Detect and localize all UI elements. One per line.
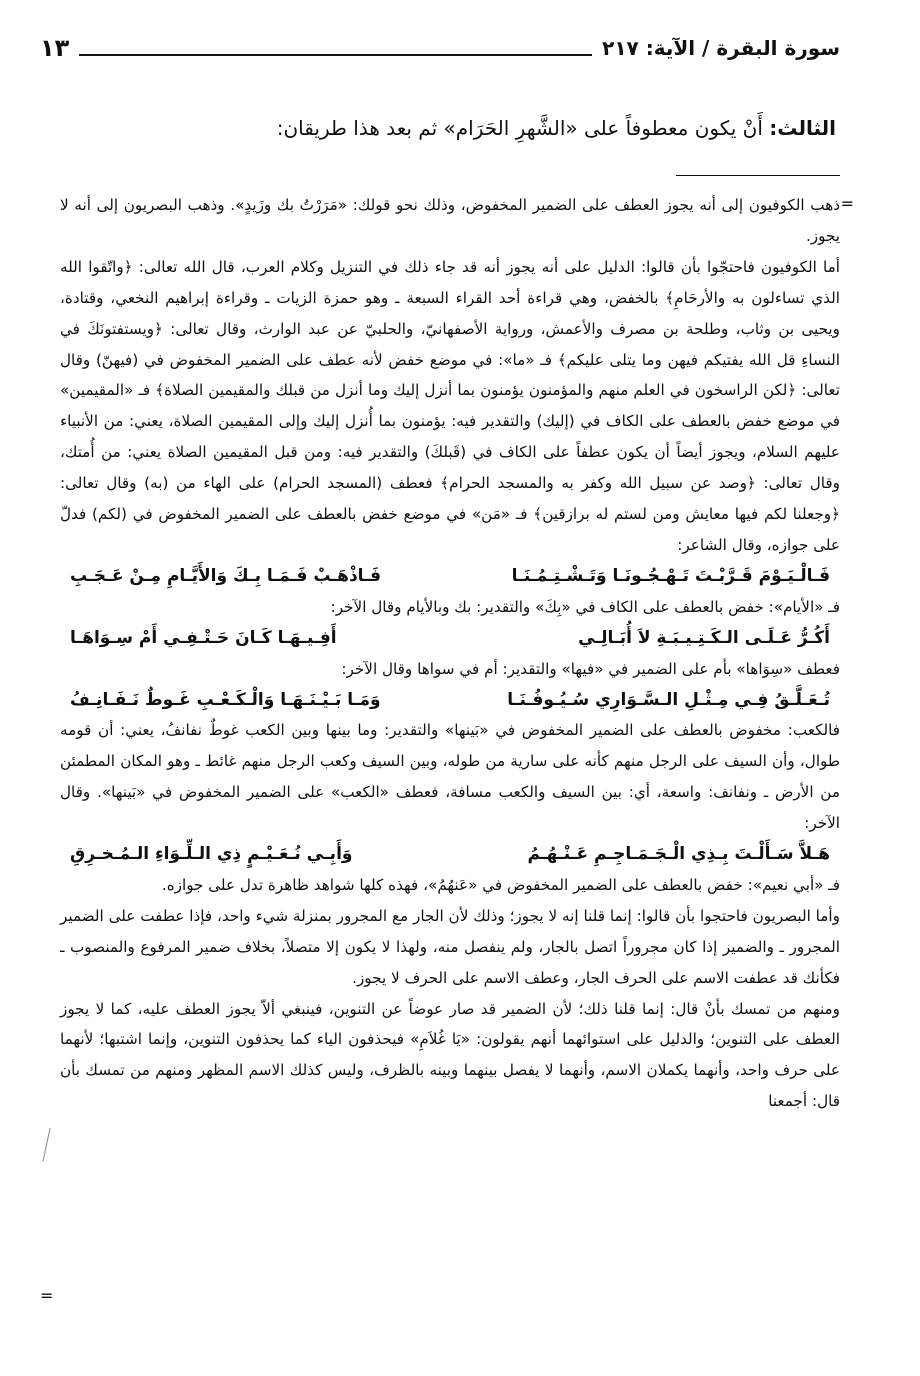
footnote-separator <box>676 175 840 176</box>
page-header <box>40 28 840 68</box>
main-text <box>40 110 836 146</box>
intro-label: الثالث: <box>769 116 836 140</box>
verse-3-first-hemistich: تُـعَـلَّـقُ فِـي مِـثْـلِ الـسَّـوَارِي سُـيُـوفُـنَـا <box>507 689 830 710</box>
verse-2 <box>60 623 840 654</box>
footnote-paragraph-8: ومنهم من تمسك بأنْ قال: إنما قلنا ذلك؛ لأن الضمير قد صار عوضاً عن التنوين، فينبغي ألاّ يجوز العطف عليه، كما لا يجوز العطف على التنوين؛ والدليل على استوائهما أنهم يقولون: «يَا غُلاَمِ» فيحذفون الياء كما يحذفون التنوين، وإنما اشتبها؛ لأنهما على حرف واحد، وأنهما يكملان الاسم، وأنهما لا يفصل بينهما وبينه بالظرف، وليس كذلك الاسم المظهر ومنهم من تمسك بأن قال: أجمعنا <box>60 999 840 1111</box>
running-title: سورة البقرة / الآية: ٢١٧ <box>602 36 840 60</box>
verse-3-second-hemistich: وَمَـا بَـيْـنَـهَـا وَالْـكَـعْـبِ غَـوطٌ نَـفَـانِـفُ <box>70 689 381 710</box>
verse-2-second-hemistich: أَفِـيـهَـا كَـانَ حَـتْـفِـي أَمْ سِـوَاهَـا <box>70 627 337 648</box>
verse-4-second-hemistich: وَأَبِـي نُـعَـيْـمٍ ذِي الـلِّـوَاءِ الـمُـخـرِقِ <box>70 844 353 865</box>
page-number: ١٣ <box>40 34 70 62</box>
verse-3 <box>60 685 840 716</box>
footnote-body <box>60 190 840 1117</box>
verse-1 <box>60 561 840 592</box>
footnote-paragraph-7: وأما البصريون فاحتجوا بأن قالوا: إنما قلنا إنه لا يجوز؛ وذلك لأن الجار مع المجرور بمنزلة شيء واحد، فإذا عطفت على الضمير المجرور ـ والضمير إذا كان مجروراً اتصل بالجار، ولم ينفصل منه، ولهذا لا يكون إلا متصلاً، بخلاف ضمير المرفوع والمنصوب ـ فكأنك قد عطفت الاسم على الحرف الجار، وعطف الاسم على الحرف لا يجوز. <box>60 906 840 987</box>
verse-1-second-hemistich: فَـاذْهَـبْ فَـمَـا بِـكَ وَالأَيَّـامِ مِـنْ عَـجَـبِ <box>70 565 381 586</box>
intro-text: أَنْ يكون معطوفاً على «الشَّهرِ الحَرَام» ثم بعد هذا طريقان: <box>276 116 763 140</box>
continuation-marker-top: = <box>840 194 854 213</box>
footnote-paragraph-2: أما الكوفيون فاحتجّوا بأن قالوا: الدليل على أنه يجوز أنه قد جاء ذلك في التنزيل وكلام العرب، قال الله تعالى: ﴿واتّقوا الله الذي تساءلون به والأرحَامِ﴾ بالخفض، وهي قراءة أحد القراء السبعة ـ وهو حمزة الزيات ـ وقراءة إبراهيم النخعي، وقتادة، ويحيى بن وثاب، وطلحة بن مصرف والأعمش، ورواية الأصفهانيّ، والحلبيّ عن عبد الوارث، وقال تعالى: ﴿ويستفتونَكَ في النساءِ قل الله يفتيكم فيهن وما يتلى عليكم﴾ فـ «ما»: في موضع خفض لأنه عطف على الضمير المخفوض في (فيهنّ) وقال تعالى: ﴿لكن الراسخون في العلم منهم والمؤمنون يؤمنون بما أنزل إليك وما أنزل من قبلك والمقيمين الصلاة﴾ فـ «المقيمين» في موضع خفض بالعطف على الكاف في (إليك) والتقدير فيه: يؤمنون بما أُنزل إليك وإلى المقيمين الصلاة، يعني: من الأنبياء عليهم السلام، ويجوز أيضاً أن يكون عطفاً على الكاف في (قَبلكَ) والتقدير فيه: ومن قبل المقيمين الصلاة يعني: من أُمتك، وقال تعالى: ﴿وصد عن سبيل الله وكفر به والمسجد الحرام﴾ فعطف (المسجد الحرام) على الهاء من (به) وقال تعالى: ﴿وجعلنا لكم فيها معايش ومن لستم له برازقين﴾ فـ «مَن» في موضع خفض بالعطف على الضمير المخفوض في (لكم) فدلّ على جوازه، وقال الشاعر: <box>60 257 840 554</box>
verse-4 <box>60 839 840 870</box>
footnote-paragraph-6: فـ «أبي نعيم»: خفض بالعطف على الضمير المخفوض في «عَنهُمُ»، فهذه كلها شواهد ظاهرة تدل على جوازه. <box>161 875 840 894</box>
header-rule <box>79 40 592 56</box>
verse-4-first-hemistich: هَـلاَّ سَـأَلْـتَ بِـذِي الْـجَـمَـاجِـمِ عَـنْـهُـمُ <box>527 844 830 865</box>
footnote-paragraph-5: فالكعب: مخفوض بالعطف على الضمير المخفوض في «بَينها» والتقدير: وما بينها وبين الكعب غوطٌ نفانفُ، يعني: أن قومه طوال، وأن السيف على الرجل منهم كأنه على سارية من طوله، وبين السيف وكعب الرجل منهم غائط ـ وهو المكان المطمئن من الأرض ـ ونفانف: واسعة، أي: بين السيف والكعب مسافة، فعطف «الكعب» على الضمير المخفوض في «بَينها». وقال الآخر: <box>60 721 840 833</box>
verse-2-first-hemistich: أَكُـرُّ عَـلَـى الـكَـتِـيـبَـةِ لاَ أُبَـالِـي <box>578 627 830 648</box>
footnote-paragraph-3: فـ «الأيام»: خفض بالعطف على الكاف في «بِكَ» والتقدير: بك وبالأيام وقال الآخر: <box>330 597 840 616</box>
footnote-paragraph-1: ذهب الكوفيون إلى أنه يجوز العطف على الضمير المخفوض، وذلك نحو قولك: «مَرَرْتُ بك وزَيدٍ». وذهب البصريون إلى أنه لا يجوز. <box>60 196 840 245</box>
verse-1-first-hemistich: فَـالْـيَـوْمَ قَـرَّبْـتَ تَـهْـجُـونَـا وَتَـشْـتِـمُـنَـا <box>511 565 830 586</box>
margin-pen-mark <box>42 1128 52 1162</box>
footnote-paragraph-4: فعطف «سِوَاها» بأم على الضمير في «فيها» والتقدير: أم في سواها وقال الآخر: <box>341 659 840 678</box>
continuation-marker-bottom: = <box>40 1286 54 1305</box>
